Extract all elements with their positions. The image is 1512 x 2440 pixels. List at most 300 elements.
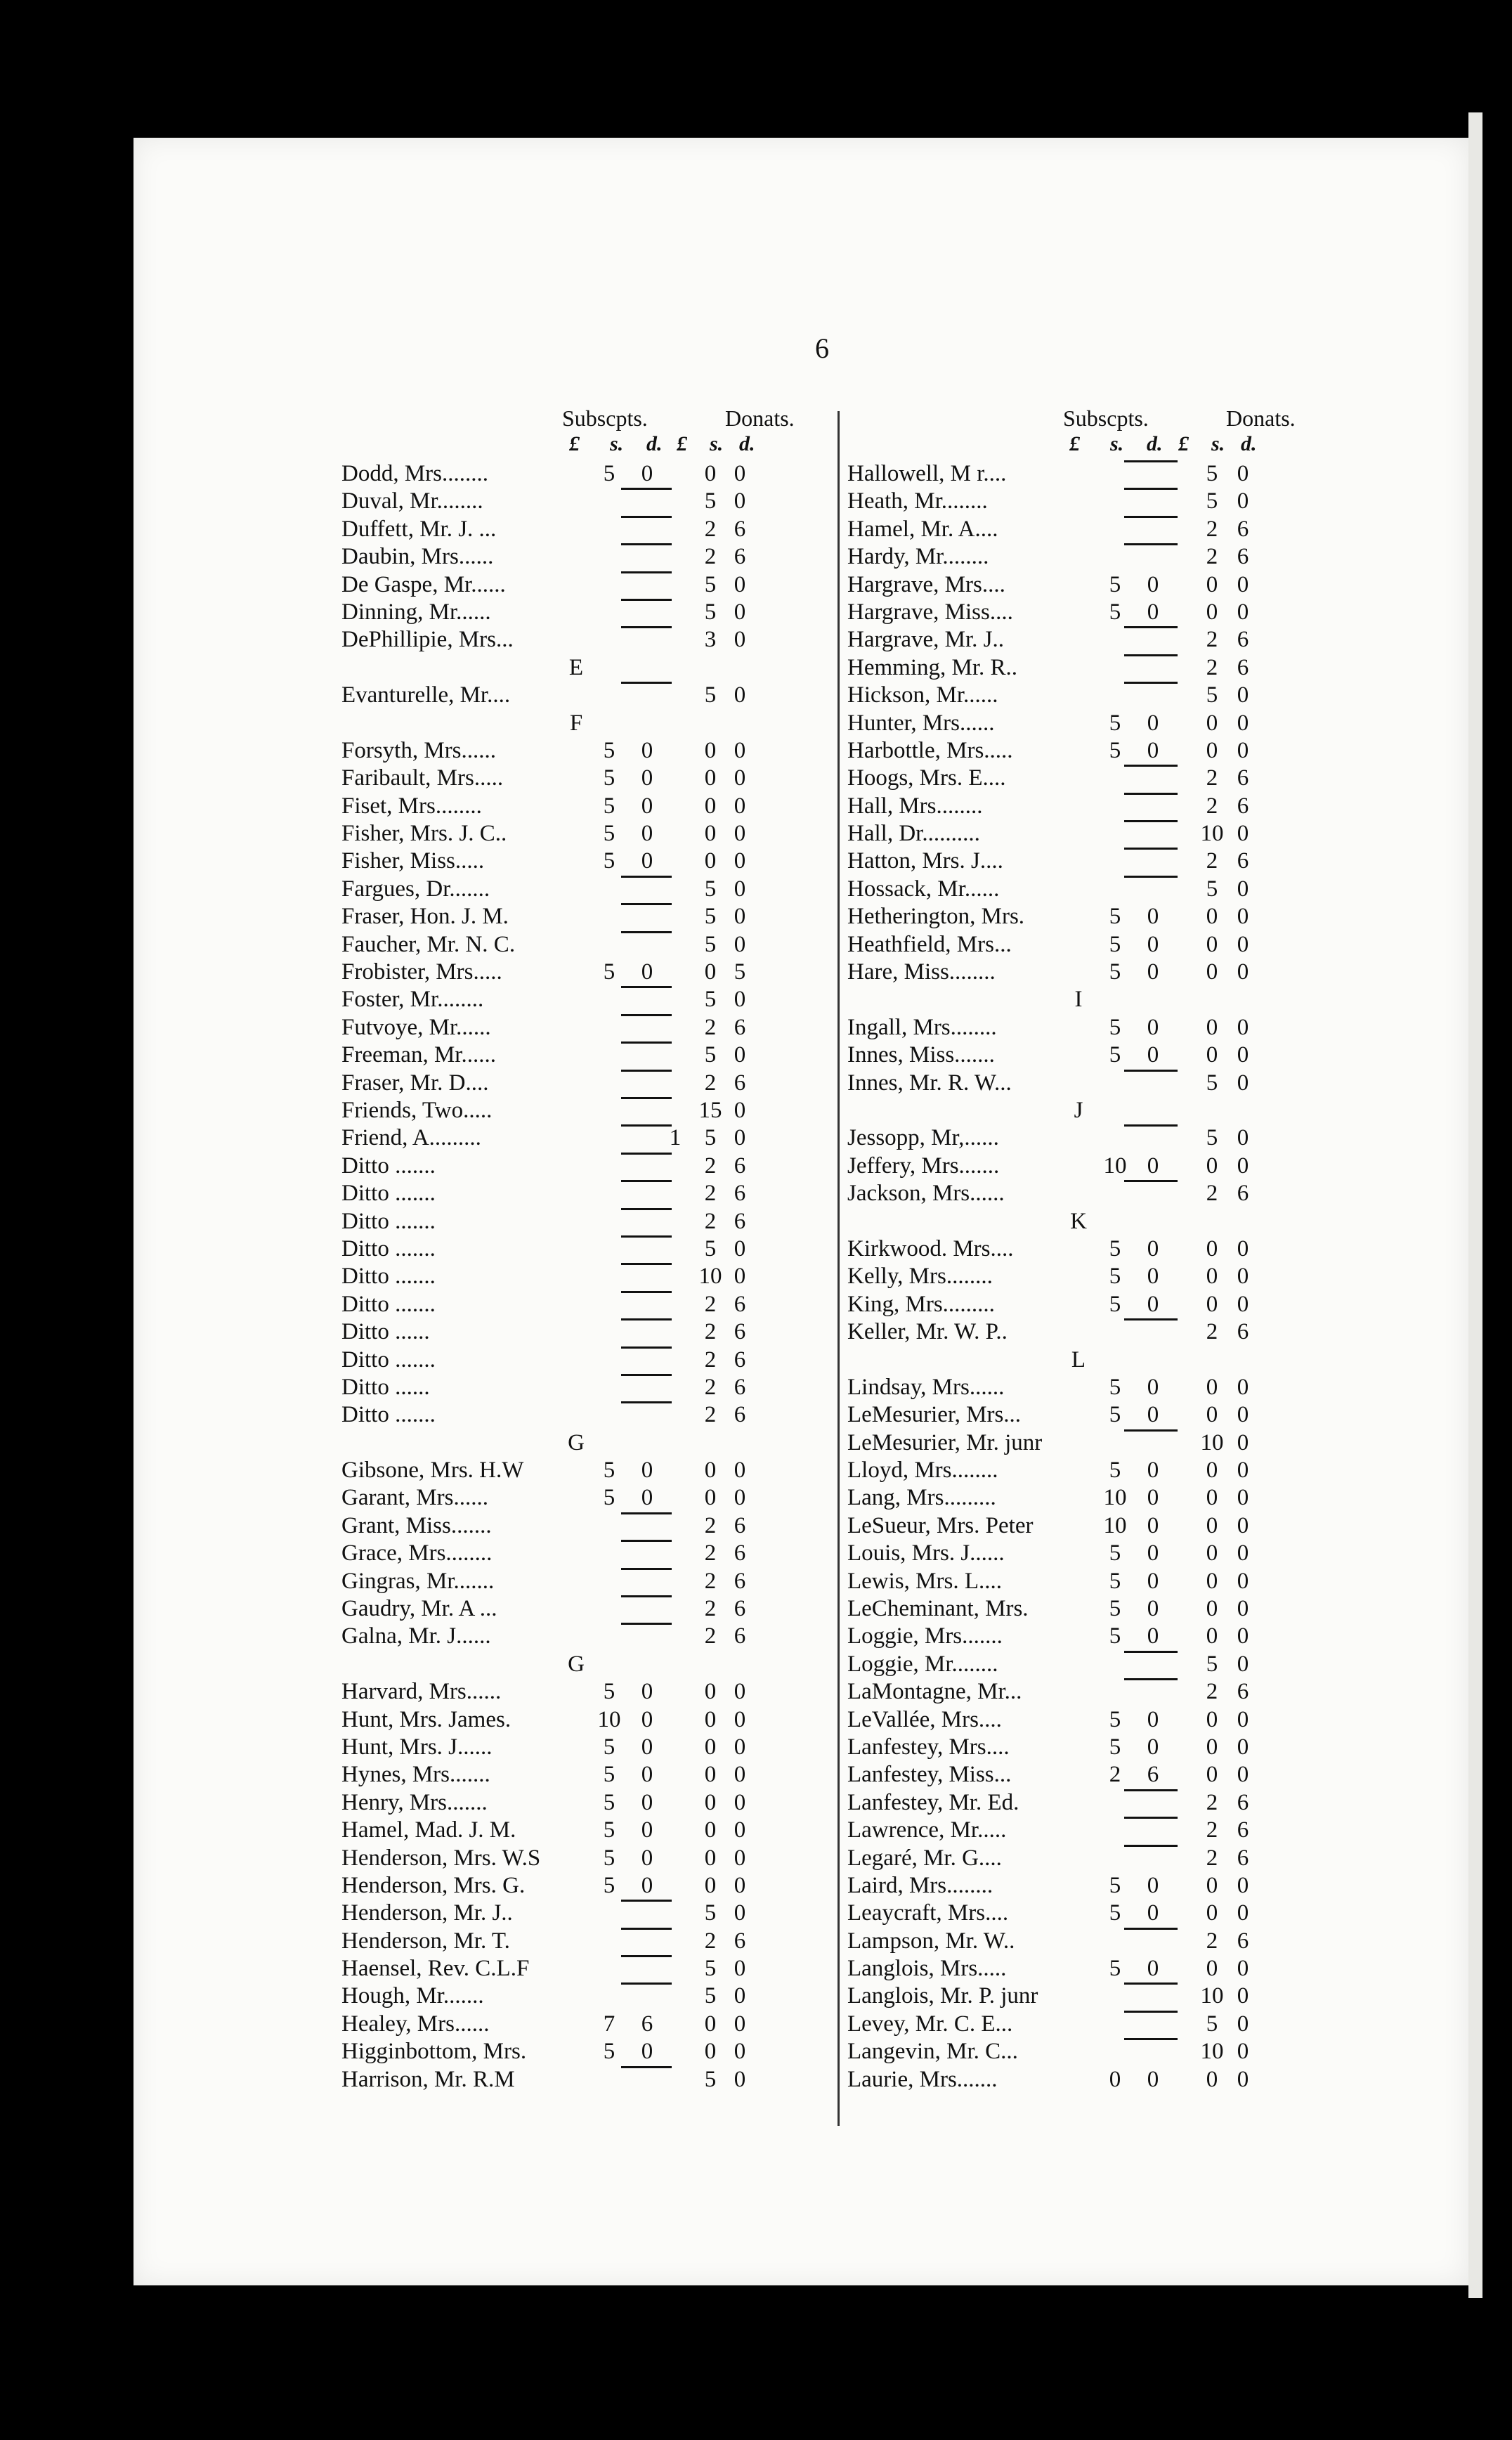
donation-pence: 0 — [1237, 2011, 1249, 2037]
donation-shillings: 5 — [704, 488, 717, 514]
no-subscription-dash — [621, 1097, 672, 1099]
no-subscription-dash — [1124, 626, 1178, 628]
subscription-pence: 0 — [1147, 1512, 1159, 1538]
no-subscription-dash — [621, 1070, 672, 1072]
subscriber-name: Hickson, Mr...... — [847, 682, 998, 708]
donation-shillings: 5 — [704, 1983, 717, 2009]
donation-shillings: 0 — [1206, 1291, 1218, 1317]
subscription-shillings: 5 — [1109, 1291, 1121, 1317]
entry-row — [337, 1761, 829, 1789]
subscription-pence: 6 — [1147, 1762, 1159, 1788]
donation-shillings: 0 — [704, 1458, 717, 1484]
donation-shillings: 5 — [1206, 488, 1218, 514]
donation-pence: 6 — [1237, 1679, 1249, 1705]
donation-shillings: 2 — [1206, 793, 1218, 819]
donation-shillings: 2 — [704, 1402, 717, 1428]
entry-row — [843, 1540, 1335, 1567]
entry-row — [337, 1235, 829, 1263]
entry-row — [337, 986, 829, 1013]
entry-row — [843, 820, 1335, 848]
section-letter: G — [568, 1651, 585, 1677]
subscriber-name: De Gaspe, Mr...... — [341, 571, 506, 597]
no-subscription-dash — [621, 516, 672, 518]
no-subscription-dash — [1124, 1124, 1178, 1127]
subscription-shillings: 5 — [1109, 1568, 1121, 1594]
donation-pence: 0 — [734, 1734, 746, 1760]
donation-pence: 0 — [1237, 710, 1249, 736]
subscriber-name: Lampson, Mr. W.. — [847, 1928, 1015, 1954]
subscription-shillings: 5 — [603, 1485, 615, 1511]
subscription-shillings: 5 — [1109, 1014, 1121, 1040]
donation-shillings: 0 — [704, 1817, 717, 1843]
donation-shillings: 0 — [704, 793, 717, 819]
donation-pence: 0 — [734, 571, 746, 597]
donation-shillings: 0 — [1206, 1485, 1218, 1511]
subscriber-name: Lloyd, Mrs........ — [847, 1458, 998, 1484]
subscriber-name: Hall, Dr.......... — [847, 821, 980, 847]
entry-row — [337, 1955, 829, 1982]
donation-pence: 6 — [734, 1568, 746, 1594]
subscriber-name: Jeffery, Mrs....... — [847, 1153, 1000, 1179]
subscriber-name: Ditto ....... — [341, 1346, 436, 1372]
donation-pence: 0 — [1237, 1402, 1249, 1428]
subscriber-name: Gingras, Mr....... — [341, 1568, 495, 1594]
section-letter: E — [568, 654, 584, 680]
entry-row — [337, 1817, 829, 1844]
donation-pence: 6 — [734, 1319, 746, 1345]
donation-pence: 0 — [734, 793, 746, 819]
unit-label: d. — [646, 432, 663, 455]
donation-shillings: 0 — [1206, 1623, 1218, 1649]
entry-row — [843, 1070, 1335, 1097]
donation-shillings: 0 — [1206, 1706, 1218, 1732]
donation-shillings: 0 — [1206, 1734, 1218, 1760]
no-subscription-dash — [1124, 488, 1178, 490]
entry-row — [843, 1124, 1335, 1152]
no-subscription-dash — [1124, 820, 1178, 822]
subscription-pence: 0 — [1147, 931, 1159, 957]
entry-row — [843, 571, 1335, 599]
no-subscription-dash — [621, 1623, 672, 1625]
donation-pence: 0 — [1237, 1762, 1249, 1788]
donation-pence: 6 — [1237, 1181, 1249, 1207]
subscription-shillings: 5 — [1109, 1540, 1121, 1566]
donation-pence: 0 — [734, 1900, 746, 1926]
subscription-pence: 0 — [1147, 1402, 1159, 1428]
subscription-pence: 0 — [641, 1458, 653, 1484]
subscription-pence: 0 — [1147, 571, 1159, 597]
no-subscription-dash — [621, 488, 672, 490]
entry-row — [337, 1982, 829, 2010]
no-subscription-dash — [621, 1900, 672, 1902]
subscription-pence: 0 — [641, 793, 653, 819]
subscription-pence: 0 — [641, 1817, 653, 1843]
entry-row — [337, 959, 829, 986]
subscriber-name: Leaycraft, Mrs.... — [847, 1900, 1009, 1926]
entry-row — [843, 1982, 1335, 2010]
subscriber-name: Harrison, Mr. R.M — [341, 2066, 515, 2092]
section-letter-row — [843, 1208, 1335, 1235]
entry-row — [843, 1014, 1335, 1041]
subscription-shillings: 5 — [603, 821, 615, 847]
donation-shillings: 5 — [704, 1235, 717, 1261]
unit-label: £ — [1178, 432, 1189, 455]
subscription-pence: 0 — [1147, 1596, 1159, 1622]
subscriber-name: Fiset, Mrs........ — [341, 793, 482, 819]
subscription-shillings: 5 — [1109, 710, 1121, 736]
subscription-shillings: 5 — [1109, 571, 1121, 597]
subscription-shillings: 5 — [1109, 1402, 1121, 1428]
donation-pence: 0 — [1237, 682, 1249, 708]
entry-row — [843, 1180, 1335, 1207]
section-letter-row — [337, 1429, 829, 1457]
donation-pence: 6 — [1237, 1928, 1249, 1954]
subscription-shillings: 5 — [1109, 1706, 1121, 1732]
donation-pence: 0 — [734, 1845, 746, 1871]
subscription-pence: 0 — [641, 848, 653, 874]
subscriber-name: Legaré, Mr. G.... — [847, 1845, 1002, 1871]
subscription-shillings: 10 — [1103, 1512, 1127, 1538]
unit-label: s. — [1211, 432, 1225, 455]
donation-pence: 0 — [1237, 1651, 1249, 1677]
entry-row — [337, 1678, 829, 1706]
donation-shillings: 2 — [704, 1346, 717, 1372]
section-letter: G — [568, 1429, 585, 1455]
subscription-pence: 0 — [1147, 1956, 1159, 1982]
entry-row — [337, 1374, 829, 1401]
donation-pence: 0 — [734, 682, 746, 708]
section-letter-row — [843, 986, 1335, 1013]
entry-row — [843, 1291, 1335, 1318]
subscriber-name: Jessopp, Mr,...... — [847, 1125, 999, 1151]
subscriber-name: Fraser, Hon. J. M. — [341, 904, 509, 930]
no-subscription-dash — [621, 1124, 672, 1127]
donation-pence: 0 — [734, 2011, 746, 2037]
donation-pence: 6 — [734, 544, 746, 570]
subscriber-name: Hossack, Mr...... — [847, 876, 1000, 902]
donation-shillings: 0 — [704, 821, 717, 847]
donation-shillings: 2 — [1206, 1181, 1218, 1207]
entry-row — [843, 1153, 1335, 1180]
subscriber-name: Fisher, Mrs. J. C.. — [341, 821, 507, 847]
subscriber-name: Heathfield, Mrs... — [847, 931, 1012, 957]
no-subscription-dash — [621, 1153, 672, 1155]
subscriber-name: Grace, Mrs........ — [341, 1540, 493, 1566]
subscription-shillings: 5 — [603, 848, 615, 874]
entry-row — [337, 1070, 829, 1097]
subscriber-name: Dodd, Mrs........ — [341, 461, 489, 486]
subscription-shillings: 10 — [597, 1706, 621, 1732]
donation-pence: 0 — [1237, 821, 1249, 847]
donation-shillings: 5 — [704, 931, 717, 957]
no-subscription-dash — [621, 1208, 672, 1210]
no-subscription-dash — [621, 2066, 672, 2068]
donation-shillings: 5 — [704, 876, 717, 902]
entry-row — [337, 1928, 829, 1955]
donation-shillings: 10 — [698, 1264, 722, 1290]
entry-row — [337, 848, 829, 875]
entry-row — [337, 1124, 829, 1152]
no-subscription-dash — [1124, 1070, 1178, 1072]
donation-pence: 0 — [734, 1956, 746, 1982]
donation-shillings: 5 — [704, 1900, 717, 1926]
subscriber-name: Hunt, Mrs. J...... — [341, 1734, 493, 1760]
entry-row — [843, 2066, 1335, 2094]
donation-pence: 0 — [734, 1458, 746, 1484]
donation-shillings: 10 — [1200, 1429, 1224, 1455]
donation-pence: 6 — [734, 1623, 746, 1649]
subscription-pence: 0 — [641, 821, 653, 847]
subscriber-name: Ditto ...... — [341, 1319, 430, 1345]
entry-row — [337, 2066, 829, 2094]
donation-pence: 0 — [1237, 1568, 1249, 1594]
donation-shillings: 5 — [704, 987, 717, 1013]
donation-shillings: 2 — [704, 1512, 717, 1538]
donation-shillings: 2 — [1206, 848, 1218, 874]
donation-shillings: 10 — [1200, 821, 1224, 847]
no-subscription-dash — [1124, 460, 1178, 462]
subscriber-name: Garant, Mrs...... — [341, 1485, 488, 1511]
donation-pence: 6 — [734, 1928, 746, 1954]
donation-pence: 0 — [1237, 959, 1249, 985]
subscription-pence: 0 — [641, 765, 653, 791]
subscription-shillings: 5 — [1109, 1956, 1121, 1982]
subscription-shillings: 10 — [1103, 1485, 1127, 1511]
subscriber-name: Galna, Mr. J...... — [341, 1623, 491, 1649]
donation-shillings: 5 — [704, 682, 717, 708]
entry-row — [337, 1540, 829, 1567]
donation-shillings: 2 — [1206, 1789, 1218, 1815]
subscription-shillings: 5 — [603, 1679, 615, 1705]
subscription-pence: 0 — [641, 1679, 653, 1705]
no-subscription-dash — [1124, 1982, 1178, 1985]
no-subscription-dash — [621, 1568, 672, 1570]
subscription-shillings: 5 — [603, 1789, 615, 1815]
subscription-shillings: 5 — [1109, 1235, 1121, 1261]
donation-pence: 0 — [734, 1097, 746, 1123]
entry-row — [337, 460, 829, 488]
donation-shillings: 0 — [1206, 1762, 1218, 1788]
donation-shillings: 2 — [704, 1374, 717, 1400]
donation-shillings: 0 — [1206, 1402, 1218, 1428]
subscriber-name: Friend, A......... — [341, 1125, 481, 1151]
no-subscription-dash — [621, 931, 672, 933]
donation-pence: 6 — [1237, 654, 1249, 680]
donation-pence: 6 — [734, 1402, 746, 1428]
donation-pence: 6 — [734, 1374, 746, 1400]
subscriptions-heading: Subscpts. — [1063, 405, 1149, 431]
subscriber-name: Heath, Mr........ — [847, 488, 988, 514]
entry-row — [337, 1789, 829, 1817]
entry-row — [337, 1484, 829, 1512]
donation-pence: 0 — [1237, 599, 1249, 625]
no-subscription-dash — [1124, 1180, 1178, 1182]
subscriber-name: DePhillipie, Mrs... — [341, 627, 514, 653]
subscription-shillings: 5 — [603, 2039, 615, 2065]
subscriber-name: Freeman, Mr...... — [341, 1042, 496, 1068]
donation-shillings: 2 — [1206, 1928, 1218, 1954]
subscription-shillings: 5 — [1109, 599, 1121, 625]
entry-row — [843, 1955, 1335, 1982]
donation-shillings: 2 — [704, 1070, 717, 1096]
entry-row — [843, 1429, 1335, 1457]
no-subscription-dash — [621, 1540, 672, 1542]
entry-row — [843, 1484, 1335, 1512]
subscriber-name: Grant, Miss....... — [341, 1512, 492, 1538]
donation-pence: 0 — [734, 1679, 746, 1705]
entry-row — [337, 1208, 829, 1235]
donation-shillings: 2 — [1206, 516, 1218, 542]
subscriber-name: Foster, Mr........ — [341, 987, 484, 1013]
entry-row — [337, 1457, 829, 1484]
donation-pence: 6 — [734, 1208, 746, 1234]
subscriber-name: Lindsay, Mrs...... — [847, 1374, 1005, 1400]
donation-shillings: 0 — [704, 461, 717, 486]
no-subscription-dash — [1124, 765, 1178, 767]
unit-label: £ — [677, 432, 687, 455]
entry-row — [843, 1374, 1335, 1401]
subscription-shillings: 5 — [1109, 1374, 1121, 1400]
section-letter: J — [1074, 1097, 1083, 1123]
entry-row — [337, 1041, 829, 1069]
subscription-pence: 0 — [1147, 1900, 1159, 1926]
left-column — [337, 404, 829, 2094]
subscription-shillings: 5 — [603, 461, 615, 486]
subscriber-name: Lanfestey, Mrs.... — [847, 1734, 1010, 1760]
no-subscription-dash — [621, 1374, 672, 1376]
donation-shillings: 0 — [1206, 710, 1218, 736]
donation-shillings: 0 — [704, 1734, 717, 1760]
subscription-pence: 0 — [641, 1845, 653, 1871]
donation-pence: 0 — [734, 1235, 746, 1261]
subscriber-name: Hynes, Mrs....... — [341, 1762, 490, 1788]
no-subscription-dash — [1124, 516, 1178, 518]
subscriber-name: Harbottle, Mrs..... — [847, 737, 1013, 763]
entry-row — [843, 1678, 1335, 1706]
entry-row — [843, 1900, 1335, 1927]
donation-pence: 0 — [734, 987, 746, 1013]
donation-shillings: 0 — [1206, 1568, 1218, 1594]
subscription-shillings: 5 — [603, 1762, 615, 1788]
entry-row — [843, 1041, 1335, 1069]
donation-shillings: 0 — [1206, 959, 1218, 985]
subscription-shillings: 5 — [1109, 1042, 1121, 1068]
donation-pence: 0 — [1237, 931, 1249, 957]
subscriber-name: Fraser, Mr. D.... — [341, 1070, 489, 1096]
subscriber-name: Harvard, Mrs...... — [341, 1679, 502, 1705]
donation-pence: 0 — [734, 1762, 746, 1788]
subscriber-name: Higginbottom, Mrs. — [341, 2039, 527, 2065]
unit-label: £ — [1069, 432, 1080, 455]
donation-shillings: 5 — [704, 904, 717, 930]
subscription-shillings: 5 — [1109, 1900, 1121, 1926]
donation-pence: 6 — [1237, 1817, 1249, 1843]
subscriber-name: Hetherington, Mrs. — [847, 904, 1025, 930]
subscriber-name: Hardy, Mr........ — [847, 544, 989, 570]
no-subscription-dash — [621, 1180, 672, 1182]
donation-pence: 0 — [1237, 488, 1249, 514]
entry-row — [843, 876, 1335, 903]
donation-pence: 6 — [734, 1512, 746, 1538]
entry-row — [843, 460, 1335, 488]
donation-pence: 0 — [1237, 1734, 1249, 1760]
subscription-pence: 0 — [1147, 2066, 1159, 2092]
subscription-shillings: 5 — [1109, 1264, 1121, 1290]
subscription-shillings: 2 — [1109, 1762, 1121, 1788]
entry-row — [843, 543, 1335, 571]
entry-row — [843, 626, 1335, 654]
column-header — [337, 404, 829, 460]
subscriber-name: Henderson, Mr. J.. — [341, 1900, 513, 1926]
entry-row — [337, 1263, 829, 1290]
subscription-shillings: 5 — [603, 765, 615, 791]
entry-row — [843, 765, 1335, 792]
entry-row — [843, 1235, 1335, 1263]
entry-row — [337, 876, 829, 903]
donation-pence: 0 — [734, 1983, 746, 2009]
section-letter: K — [1070, 1208, 1087, 1234]
subscriber-name: Keller, Mr. W. P.. — [847, 1319, 1008, 1345]
subscription-shillings: 5 — [603, 959, 615, 985]
no-subscription-dash — [1124, 654, 1178, 656]
subscriber-name: Lewis, Mrs. L.... — [847, 1568, 1002, 1594]
donation-pence: 0 — [734, 848, 746, 874]
donation-shillings: 0 — [1206, 1956, 1218, 1982]
entry-row — [337, 1706, 829, 1734]
donation-shillings: 5 — [1206, 1125, 1218, 1151]
subscription-pence: 0 — [641, 1762, 653, 1788]
entry-row — [337, 516, 829, 543]
donation-shillings: 0 — [1206, 1235, 1218, 1261]
subscriber-name: Langevin, Mr. C... — [847, 2039, 1018, 2065]
no-subscription-dash — [621, 1318, 672, 1320]
no-subscription-dash — [1124, 1845, 1178, 1847]
entry-row — [337, 1900, 829, 1927]
subscriber-name: Hallowell, M r.... — [847, 461, 1007, 486]
subscription-shillings: 5 — [603, 1734, 615, 1760]
entry-row — [843, 599, 1335, 626]
subscription-shillings: 5 — [603, 1817, 615, 1843]
subscriber-name: Innes, Miss....... — [847, 1042, 995, 1068]
subscriber-name: Duffett, Mr. J. ... — [341, 516, 497, 542]
donation-shillings: 10 — [1200, 1983, 1224, 2009]
donation-pence: 6 — [1237, 793, 1249, 819]
donation-pence: 0 — [734, 2066, 746, 2092]
subscription-shillings: 5 — [1109, 1596, 1121, 1622]
subscriber-name: Langlois, Mrs..... — [847, 1956, 1007, 1982]
donation-pence: 0 — [1237, 1070, 1249, 1096]
subscriber-name: Frobister, Mrs..... — [341, 959, 502, 985]
subscriptions-heading: Subscpts. — [562, 405, 648, 431]
section-letter: F — [569, 710, 583, 736]
no-subscription-dash — [1124, 1318, 1178, 1320]
donation-shillings: 0 — [1206, 1540, 1218, 1566]
entry-row — [843, 1734, 1335, 1761]
no-subscription-dash — [621, 599, 672, 601]
entry-row — [337, 2038, 829, 2065]
subscriber-name: Hamel, Mr. A.... — [847, 516, 998, 542]
subscriber-name: Futvoye, Mr...... — [341, 1014, 491, 1040]
donation-pence: 6 — [734, 1346, 746, 1372]
entry-row — [843, 903, 1335, 930]
donation-pence: 0 — [1237, 1042, 1249, 1068]
unit-label: s. — [1110, 432, 1124, 455]
donation-pence: 0 — [734, 1264, 746, 1290]
subscription-pence: 0 — [641, 1872, 653, 1898]
entry-row — [337, 626, 829, 654]
subscriber-name: LeMesurier, Mr. junr — [847, 1429, 1043, 1455]
donation-shillings: 2 — [1206, 1679, 1218, 1705]
